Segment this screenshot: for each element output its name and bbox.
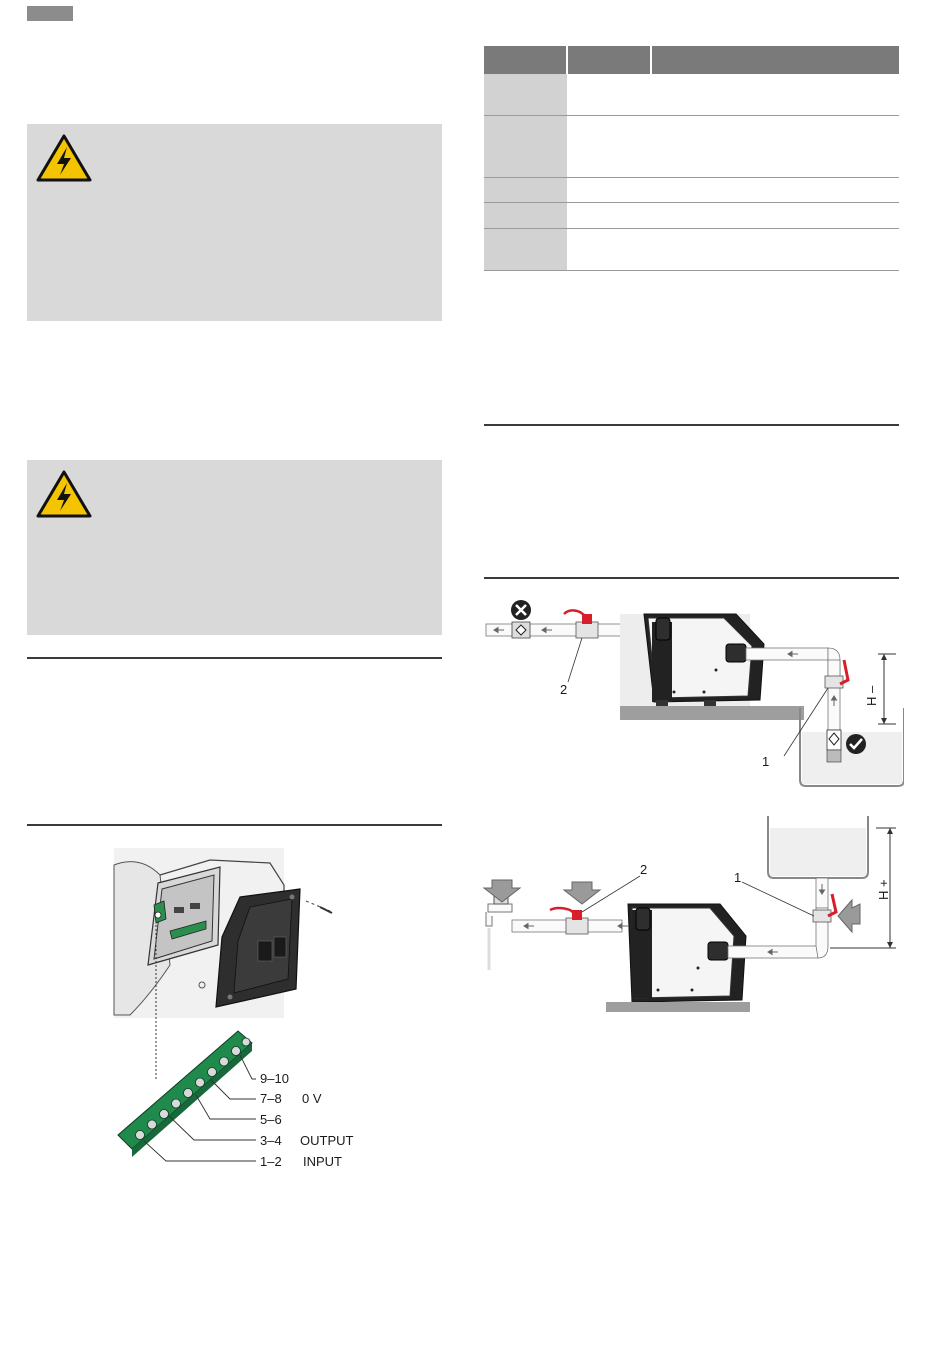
page-tag — [27, 6, 73, 21]
high-voltage-warning-icon — [36, 469, 92, 519]
cross-icon — [511, 600, 531, 620]
terminal-label-name: INPUT — [303, 1154, 342, 1169]
terminal-figure — [110, 845, 370, 1175]
section-divider — [484, 424, 899, 426]
table-row — [484, 116, 899, 178]
terminal-label-pins: 9–10 — [260, 1071, 289, 1086]
terminal-label-pins: 7–8 — [260, 1091, 282, 1106]
callout-1: 1 — [762, 754, 770, 769]
table-row — [484, 229, 899, 271]
warning-box — [27, 460, 442, 635]
table-row — [484, 74, 899, 116]
terminal-label-name: OUTPUT — [300, 1133, 354, 1148]
height-label: H + — [876, 879, 891, 900]
table-row — [484, 203, 899, 229]
terminal-label-pins: 1–2 — [260, 1154, 282, 1169]
table-row — [484, 178, 899, 203]
spec-table — [484, 46, 899, 271]
terminal-label-pins: 3–4 — [260, 1133, 282, 1148]
section-divider — [27, 657, 442, 659]
height-label: H – — [864, 685, 879, 706]
terminal-block — [118, 1031, 252, 1157]
high-voltage-warning-icon — [36, 133, 92, 183]
warning-box — [27, 124, 442, 321]
callout-2: 2 — [560, 682, 568, 697]
positive-head-installation-figure — [480, 812, 900, 1016]
suction-installation-figure — [484, 596, 904, 796]
check-icon — [846, 734, 866, 754]
terminal-label-pins: 5–6 — [260, 1112, 282, 1127]
callout-1: 1 — [734, 870, 742, 885]
section-divider — [484, 577, 899, 579]
table-header — [484, 46, 899, 74]
terminal-label-name: 0 V — [302, 1091, 322, 1106]
section-divider — [27, 824, 442, 826]
callout-2: 2 — [640, 862, 648, 877]
